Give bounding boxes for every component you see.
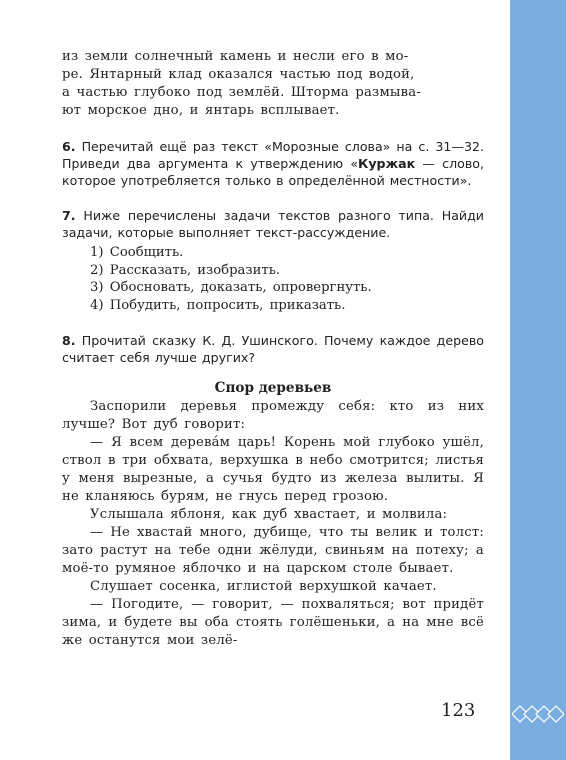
story-paragraph: — Погодите, — говорит, — похваляться; вот придёт зима, и будете вы оба стоять голёшеньки, а на мне всё же останутся мои зелё- bbox=[62, 597, 484, 648]
story-paragraph: Заспорили деревья промежду себя: кто из них лучше? Вот дуб говорит: bbox=[62, 399, 484, 432]
page-content bbox=[62, 48, 484, 650]
task-text: — слово, которое употребляется только в определённой местности». bbox=[62, 156, 484, 188]
story-paragraph: — Не хвастай много, дубище, что ты велик и толст: зато растут на тебе одни жёлуди, свиньям на потеху; а моё-то румяное яблочко и на царском столе бывает. bbox=[62, 525, 484, 576]
side-color-bar bbox=[510, 0, 566, 760]
story-paragraph: Услышала яблоня, как дуб хвастает, и молвила: bbox=[90, 507, 448, 522]
story-title: Спор деревьев bbox=[214, 380, 332, 396]
task-keyword: Куржак bbox=[358, 156, 416, 171]
story-body bbox=[62, 398, 484, 650]
task-7 bbox=[62, 207, 484, 241]
task-text: Ниже перечислены задачи текстов разного типа. Найди задачи, которые выполняет текст-рассуждение. bbox=[62, 208, 484, 240]
intro-line: а частью глубоко под землёй. Шторма размыва- bbox=[62, 85, 421, 100]
intro-line: из земли солнечный камень и несли его в мо- bbox=[62, 49, 409, 64]
intro-line: ре. Янтарный клад оказался частью под водой, bbox=[62, 67, 415, 82]
task-number: 7. bbox=[62, 208, 76, 223]
list-item: 3) Обосновать, доказать, опровергнуть. bbox=[90, 280, 372, 295]
list-item: 2) Рассказать, изобразить. bbox=[90, 262, 281, 278]
task-text: Прочитай сказку К. Д. Ушинского. Почему каждое дерево считает себя лучше других? bbox=[62, 333, 484, 365]
page-number: 123 bbox=[441, 700, 476, 721]
task-text: Перечитай ещё раз текст «Морозные слова» на с. 31—32. Приведи два аргумента к утверждению « bbox=[62, 139, 484, 171]
intro-line: ют морское дно, и янтарь всплывает. bbox=[62, 103, 340, 118]
list-item: 4) Побудить, попросить, приказать. bbox=[90, 297, 346, 313]
task-number: 6. bbox=[62, 139, 76, 154]
diamond-ornament-icon bbox=[512, 705, 564, 723]
intro-paragraph bbox=[62, 48, 484, 120]
story-paragraph: — Я всем деревáм царь! Корень мой глубоко ушёл, ствол в три обхвата, верхушка в небо смотрится; листья у меня вырезные, а сучья будто из железа вылиты. Я не кланяюсь бурям, не гнусь перед грозою. bbox=[62, 435, 484, 504]
task-7-list bbox=[62, 244, 484, 314]
list-item: 1) Сообщить. bbox=[90, 245, 184, 260]
story-paragraph: Слушает сосенка, иглистой верхушкой качает. bbox=[90, 579, 437, 594]
task-8 bbox=[62, 332, 484, 366]
task-6 bbox=[62, 138, 484, 189]
task-number: 8. bbox=[62, 333, 76, 348]
